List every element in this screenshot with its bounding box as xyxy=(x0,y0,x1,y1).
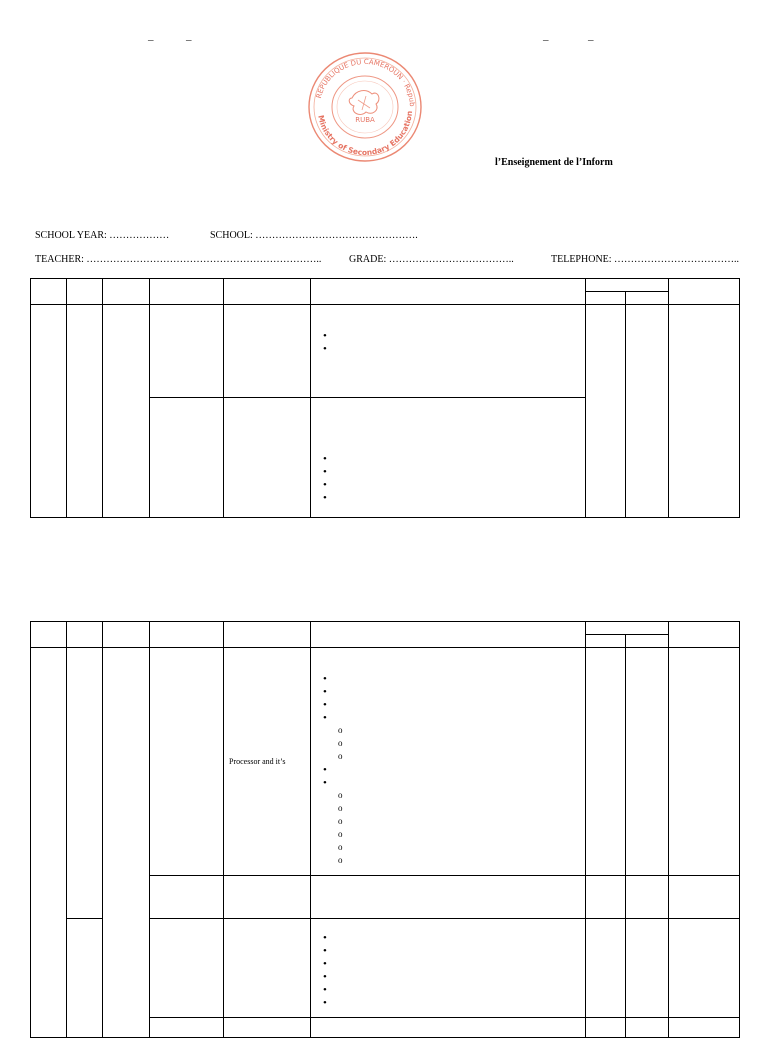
table-cell xyxy=(586,919,626,1018)
header-cell-group xyxy=(586,622,669,635)
list-item xyxy=(311,686,585,699)
header-cell xyxy=(103,622,150,648)
table-cell xyxy=(31,648,67,1038)
table-cell xyxy=(31,305,67,518)
table-cell xyxy=(67,305,103,518)
list-item xyxy=(311,932,585,945)
list-item xyxy=(311,764,585,777)
table-cell xyxy=(626,305,669,518)
header-cell xyxy=(103,279,150,305)
processor-cell xyxy=(224,648,311,876)
sub-list-item xyxy=(311,803,585,816)
header-cell xyxy=(67,279,103,305)
content-cell xyxy=(311,648,586,876)
table-cell xyxy=(224,919,311,1018)
content-cell xyxy=(311,305,586,398)
table-cell xyxy=(150,398,224,518)
sub-list-item xyxy=(311,855,585,868)
table-cell xyxy=(103,648,150,1038)
table-row xyxy=(31,305,740,398)
table-cell xyxy=(626,648,669,876)
table-cell xyxy=(311,876,586,919)
table-cell xyxy=(103,305,150,518)
svg-text:Ministry of Secondary Educatio: Ministry of Secondary Education xyxy=(316,110,415,158)
list-item xyxy=(311,984,585,997)
header-cell xyxy=(150,279,224,305)
list-item xyxy=(311,492,585,505)
list-item xyxy=(311,699,585,712)
header-subcell xyxy=(626,292,669,305)
grade-field: GRADE: ……………………………….. xyxy=(349,254,514,265)
list-item xyxy=(311,958,585,971)
header-cell-group xyxy=(586,279,669,292)
sub-list-item xyxy=(311,725,585,738)
header-cell xyxy=(31,279,67,305)
header-cell xyxy=(669,279,740,305)
list-item xyxy=(311,673,585,686)
content-cell xyxy=(311,919,586,1018)
table-cell xyxy=(586,305,626,518)
telephone-field: TELEPHONE: ……………………………….. xyxy=(551,254,740,265)
sub-list-item xyxy=(311,842,585,855)
sub-list-item xyxy=(311,829,585,842)
table-row xyxy=(31,648,740,876)
table-cell xyxy=(150,919,224,1018)
table-cell xyxy=(586,876,626,919)
teacher-field: TEACHER: …………………………………………………………….. xyxy=(35,254,322,265)
list-item xyxy=(311,971,585,984)
ministry-seal xyxy=(306,50,424,164)
sub-list-item xyxy=(311,751,585,764)
svg-text:RUBA: RUBA xyxy=(355,116,375,124)
bullet-list xyxy=(311,453,585,505)
header-subcell xyxy=(586,635,626,648)
table-cell xyxy=(150,1018,224,1038)
scheme-table-2 xyxy=(30,621,740,1038)
list-item xyxy=(311,945,585,958)
scheme-table-1 xyxy=(30,278,740,518)
table-cell xyxy=(626,876,669,919)
bullet-list xyxy=(311,932,585,1010)
bullet-list xyxy=(311,673,585,868)
header-subtitle: l’Enseignement de l’Inform xyxy=(495,157,613,168)
table-cell xyxy=(67,919,103,1038)
table-cell xyxy=(67,648,103,919)
table-cell xyxy=(669,648,740,876)
header-cell xyxy=(224,622,311,648)
list-item xyxy=(311,343,585,356)
header-cell xyxy=(669,622,740,648)
content-cell xyxy=(311,398,586,518)
table-cell xyxy=(224,1018,311,1038)
table-cell xyxy=(626,919,669,1018)
table-header-row xyxy=(31,279,740,292)
header-cell xyxy=(224,279,311,305)
header-cell xyxy=(311,622,586,648)
header-cell xyxy=(67,622,103,648)
table-cell xyxy=(150,876,224,919)
list-item xyxy=(311,479,585,492)
table-cell xyxy=(150,305,224,398)
processor-cell-text: Processor and it’s xyxy=(229,757,286,766)
list-item xyxy=(311,330,585,343)
table-cell xyxy=(669,1018,740,1038)
header-right-dash-1: – xyxy=(543,34,549,46)
table-cell xyxy=(224,398,311,518)
header-cell xyxy=(150,622,224,648)
table-cell xyxy=(669,919,740,1018)
header-cell xyxy=(311,279,586,305)
school-year-field: SCHOOL YEAR: ……………… xyxy=(35,230,170,241)
list-item xyxy=(311,453,585,466)
table-cell xyxy=(224,876,311,919)
sub-list-item xyxy=(311,738,585,751)
header-subcell xyxy=(586,292,626,305)
header-left-dash-2: – xyxy=(186,34,192,46)
list-item xyxy=(311,466,585,479)
table-header-row xyxy=(31,622,740,635)
table-cell xyxy=(626,1018,669,1038)
svg-text:REPUBLIQUE DU CAMEROUN · Repub: REPUBLIQUE DU CAMEROUN · Repub xyxy=(314,57,417,107)
table-cell xyxy=(224,305,311,398)
header-right-dash-2: – xyxy=(588,34,594,46)
table-cell xyxy=(669,876,740,919)
table-cell xyxy=(586,1018,626,1038)
ministry-seal-graphic xyxy=(306,50,424,164)
table-cell xyxy=(586,648,626,876)
list-item xyxy=(311,997,585,1010)
header-left-dash-1: – xyxy=(148,34,154,46)
header-subcell xyxy=(626,635,669,648)
table-cell xyxy=(311,1018,586,1038)
table-cell xyxy=(150,648,224,876)
list-item xyxy=(311,777,585,790)
list-item xyxy=(311,712,585,725)
sub-list-item xyxy=(311,790,585,803)
sub-list-item xyxy=(311,816,585,829)
bullet-list xyxy=(311,330,585,356)
school-field: SCHOOL: …………………………………………. xyxy=(210,230,418,241)
table-cell xyxy=(669,305,740,518)
header-cell xyxy=(31,622,67,648)
